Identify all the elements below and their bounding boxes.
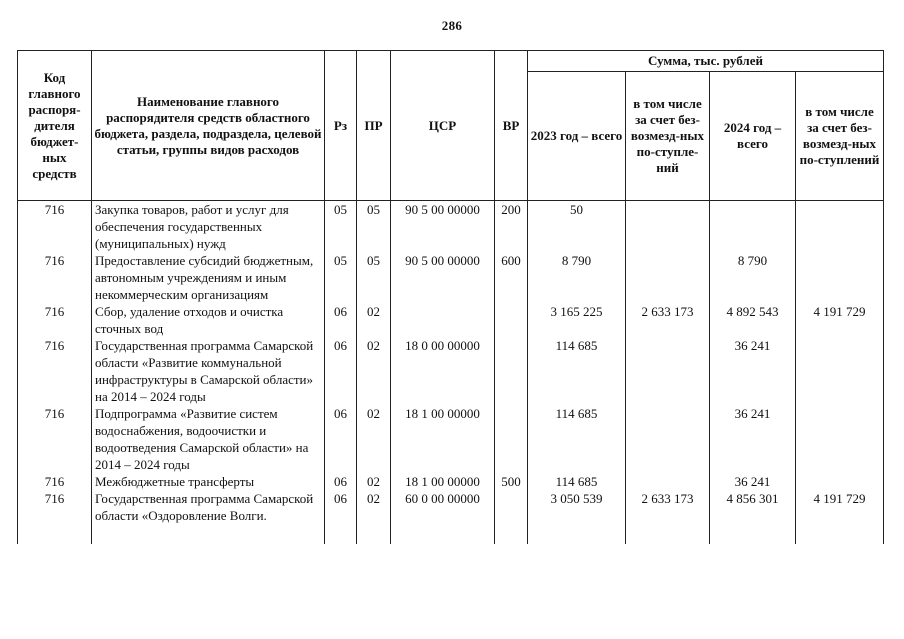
cell-pr: 05: [357, 201, 391, 253]
cell-name: Межбюджетные трансферты: [92, 473, 325, 490]
cell-2023-total: 50: [528, 201, 626, 253]
cell-vr: 500: [495, 473, 528, 490]
header-2023-free: в том числе за счет без-возмезд-ных по-ступле-ний: [626, 72, 710, 201]
header-rz: Рз: [325, 51, 357, 201]
table-row: [18, 337, 884, 405]
header-csr: ЦСР: [391, 51, 495, 201]
cell-2024-total: 4 856 301: [710, 490, 796, 544]
budget-table: [17, 50, 884, 544]
cell-code: 716: [18, 405, 92, 473]
cell-2023-free: [626, 201, 710, 253]
cell-name: Государственная программа Самарской области «Развитие коммунальной инфраструктуры в Самарской области» на 2014 – 2024 годы: [92, 337, 325, 405]
cell-2024-total: 4 892 543: [710, 303, 796, 337]
cell-2023-total: 8 790: [528, 252, 626, 303]
cell-csr: 18 1 00 00000: [391, 405, 495, 473]
cell-csr: 90 5 00 00000: [391, 252, 495, 303]
cell-vr: 200: [495, 201, 528, 253]
cell-2024-free: 4 191 729: [796, 303, 884, 337]
cell-code: 716: [18, 252, 92, 303]
cell-name: Государственная программа Самарской области «Оздоровление Волги.: [92, 490, 325, 544]
table-row: [18, 473, 884, 490]
cell-2023-total: 3 050 539: [528, 490, 626, 544]
cell-name: Подпрограмма «Развитие систем водоснабжения, водоочистки и водоотведения Самарской области» на 2014 – 2024 годы: [92, 405, 325, 473]
cell-csr: [391, 303, 495, 337]
cell-code: 716: [18, 201, 92, 253]
cell-vr: [495, 303, 528, 337]
cell-2023-free: 2 633 173: [626, 303, 710, 337]
cell-rz: 06: [325, 337, 357, 405]
cell-name: Закупка товаров, работ и услуг для обеспечения государственных (муниципальных) нужд: [92, 201, 325, 253]
cell-vr: [495, 490, 528, 544]
cell-csr: 18 1 00 00000: [391, 473, 495, 490]
page-number: 286: [441, 18, 463, 33]
header-name: Наименование главного распорядителя средств областного бюджета, раздела, подраздела, целевой статьи, группы видов расходов: [92, 51, 325, 201]
cell-2023-free: [626, 337, 710, 405]
cell-2023-free: [626, 473, 710, 490]
cell-pr: 02: [357, 405, 391, 473]
cell-pr: 05: [357, 252, 391, 303]
table-row: [18, 303, 884, 337]
cell-2024-total: 36 241: [710, 337, 796, 405]
table-row: [18, 490, 884, 544]
cell-name: Сбор, удаление отходов и очистка сточных вод: [92, 303, 325, 337]
cell-code: 716: [18, 473, 92, 490]
table-row: [18, 201, 884, 253]
header-2024-total: 2024 год – всего: [710, 72, 796, 201]
cell-rz: 06: [325, 473, 357, 490]
cell-2024-free: [796, 201, 884, 253]
cell-2024-total: [710, 201, 796, 253]
cell-pr: 02: [357, 303, 391, 337]
header-code: Код главного распоря-дителя бюджет-ных средств: [18, 51, 92, 201]
cell-2023-free: [626, 252, 710, 303]
cell-rz: 05: [325, 252, 357, 303]
cell-2024-total: 36 241: [710, 405, 796, 473]
cell-rz: 06: [325, 490, 357, 544]
header-2024-free: в том числе за счет без-возмезд-ных по-ступлений: [796, 72, 884, 201]
header-pr: ПР: [357, 51, 391, 201]
cell-2023-total: 3 165 225: [528, 303, 626, 337]
cell-2023-free: [626, 405, 710, 473]
cell-rz: 06: [325, 303, 357, 337]
cell-pr: 02: [357, 473, 391, 490]
cell-2024-free: 4 191 729: [796, 490, 884, 544]
cell-vr: [495, 405, 528, 473]
cell-2023-total: 114 685: [528, 405, 626, 473]
cell-2023-total: 114 685: [528, 473, 626, 490]
cell-2024-total: 36 241: [710, 473, 796, 490]
cell-rz: 06: [325, 405, 357, 473]
table-row: [18, 252, 884, 303]
table-row: [18, 405, 884, 473]
header-vr: ВР: [495, 51, 528, 201]
cell-rz: 05: [325, 201, 357, 253]
cell-vr: 600: [495, 252, 528, 303]
cell-code: 716: [18, 303, 92, 337]
header-2023-total: 2023 год – всего: [528, 72, 626, 201]
cell-csr: 18 0 00 00000: [391, 337, 495, 405]
cell-2024-free: [796, 337, 884, 405]
cell-2024-free: [796, 252, 884, 303]
cell-vr: [495, 337, 528, 405]
cell-2024-total: 8 790: [710, 252, 796, 303]
cell-2024-free: [796, 473, 884, 490]
cell-code: 716: [18, 490, 92, 544]
header-sum-group: Сумма, тыс. рублей: [528, 51, 884, 72]
cell-pr: 02: [357, 490, 391, 544]
cell-2023-free: 2 633 173: [626, 490, 710, 544]
cell-code: 716: [18, 337, 92, 405]
cell-csr: 90 5 00 00000: [391, 201, 495, 253]
cell-name: Предоставление субсидий бюджетным, автономным учреждениям и иным некоммерческим организациям: [92, 252, 325, 303]
table-body: [18, 201, 884, 545]
cell-2023-total: 114 685: [528, 337, 626, 405]
cell-csr: 60 0 00 00000: [391, 490, 495, 544]
cell-pr: 02: [357, 337, 391, 405]
cell-2024-free: [796, 405, 884, 473]
